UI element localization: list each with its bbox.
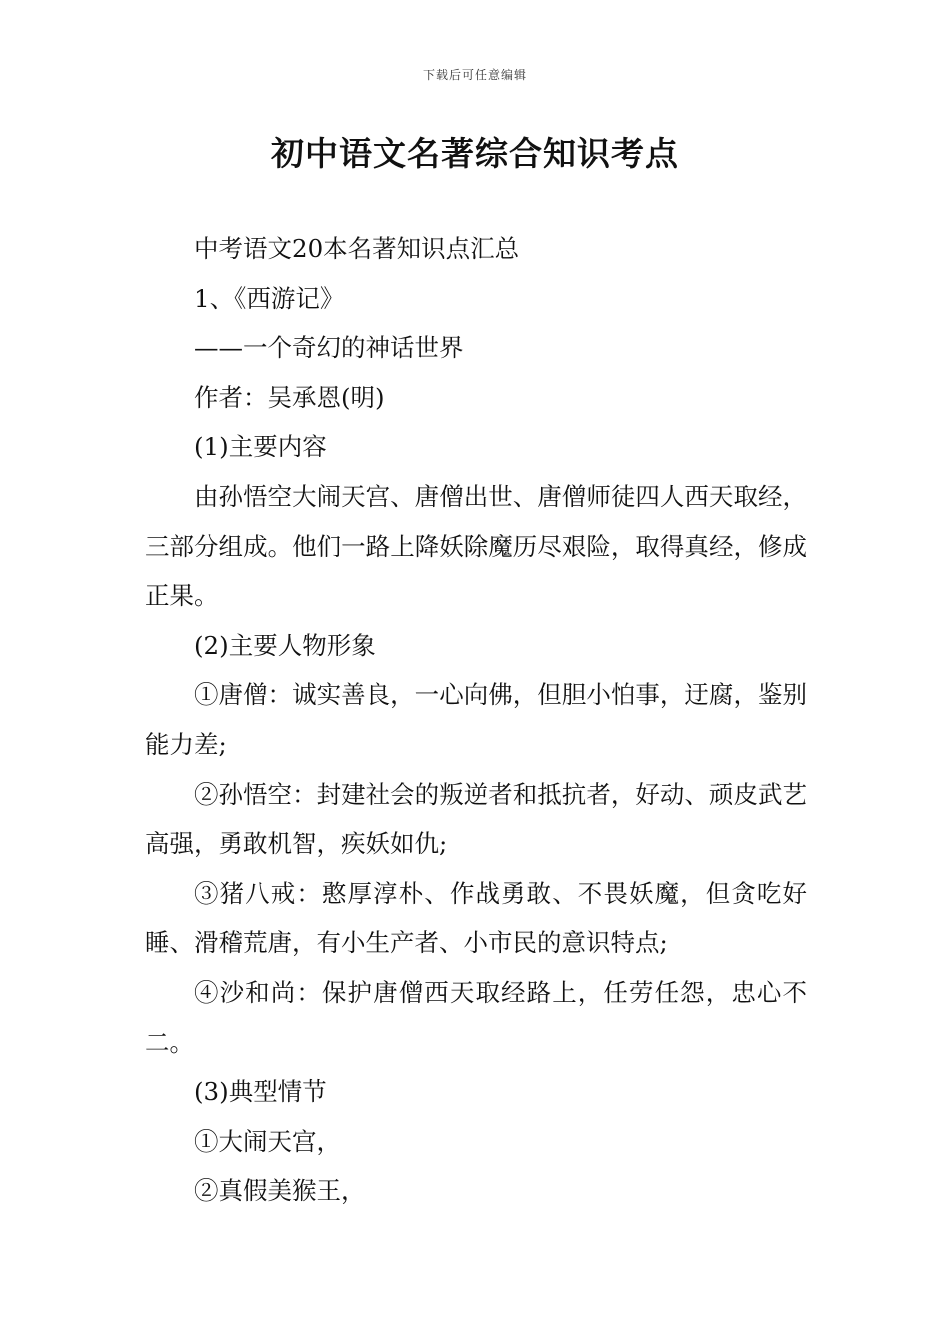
paragraph-section-main-content: (1)主要内容 (194, 432, 327, 462)
document-title: 初中语文名著综合知识考点 (271, 134, 679, 173)
paragraph-character-sun-wukong: ②孙悟空：封建社会的叛逆者和抵抗者，好动、顽皮武艺高强，勇敢机智，疾妖如仇; (145, 779, 807, 859)
paragraph-book-title: 1、《西游记》 (194, 283, 345, 313)
paragraph-summary-heading: 中考语文20本名著知识点汇总 (194, 234, 520, 263)
paragraph-book-subtitle: ——一个奇幻的神话世界 (194, 333, 464, 363)
document-body (145, 224, 807, 1216)
paragraph-character-zhu-bajie: ③猪八戒：憨厚淳朴、作战勇敢、不畏妖魔，但贪吃好睡、滑稽荒唐，有小生产者、小市民的意识特点; (145, 878, 807, 958)
paragraph-author: 作者：吴承恩(明) (194, 382, 385, 412)
paragraph-plot-2: ②真假美猴王， (194, 1176, 366, 1206)
page-header-note: 下载后可任意编辑 (422, 68, 527, 82)
paragraph-character-sha-heshang: ④沙和尚：保护唐僧西天取经路上，任劳任怨，忠心不二。 (145, 977, 807, 1057)
paragraph-section-plots: (3)典型情节 (194, 1077, 327, 1107)
paragraph-section-characters: (2)主要人物形象 (194, 630, 376, 660)
paragraph-character-tang-seng: ①唐僧：诚实善良，一心向佛，但胆小怕事，迂腐，鉴别能力差; (145, 680, 807, 759)
paragraph-plot-1: ①大闹天宫， (194, 1126, 341, 1156)
paragraph-main-content-text: 由孙悟空大闹天宫、唐僧出世、唐僧师徒四人西天取经，三部分组成。他们一路上降妖除魔历尽艰险，取得真经，修成正果。 (145, 481, 807, 611)
